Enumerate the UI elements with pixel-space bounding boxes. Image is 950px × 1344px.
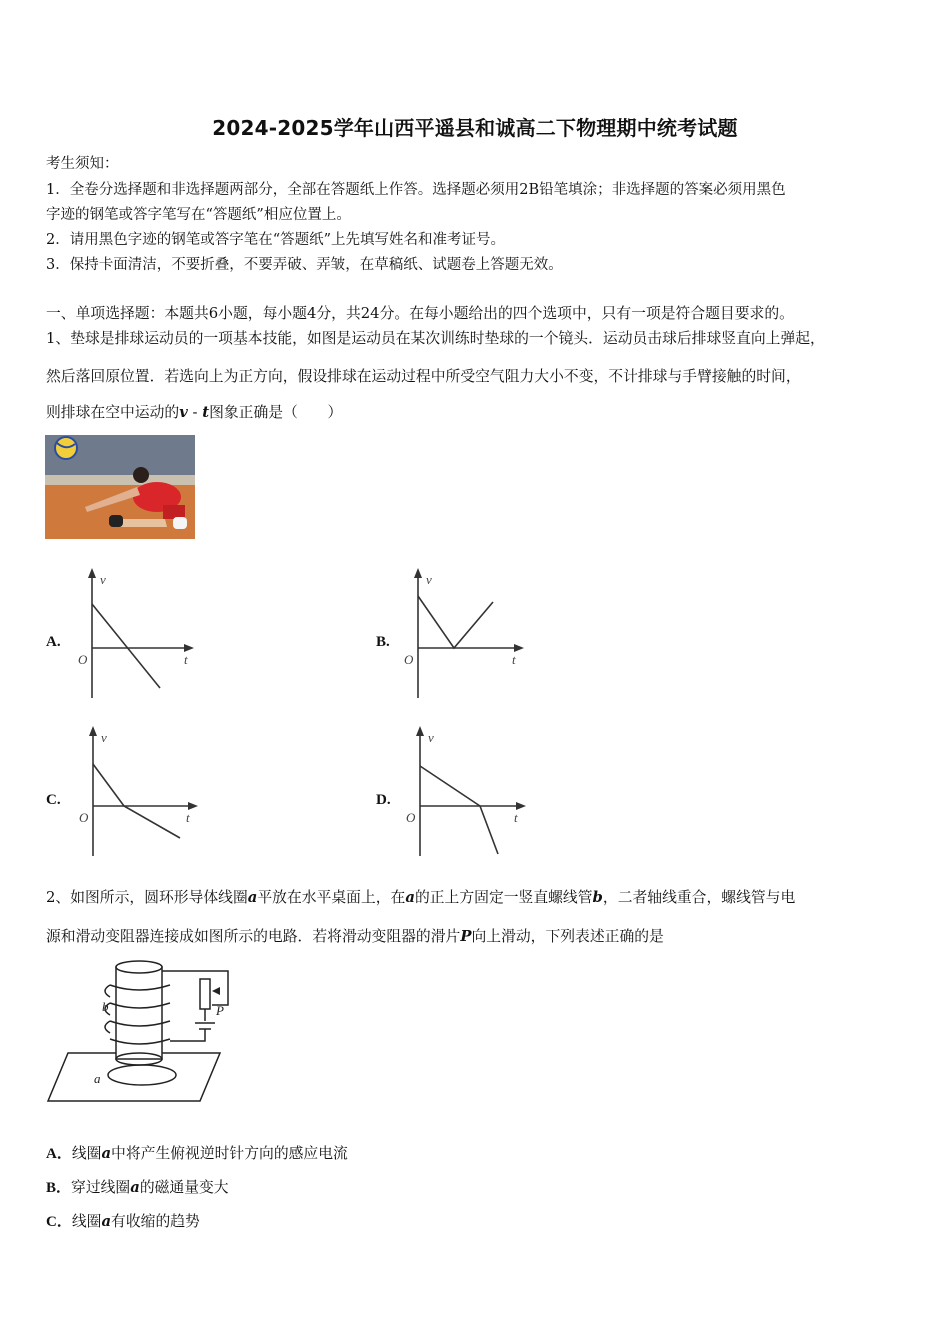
option-d-label[interactable]: D. — [376, 792, 391, 808]
player-shorts — [163, 505, 185, 519]
option-b-v-arrow — [414, 568, 422, 578]
wall-strip — [45, 475, 195, 485]
option-text: 线圈 — [71, 1213, 102, 1230]
option-a-t-arrow — [184, 644, 194, 652]
option-text: 有收缩的趋势 — [111, 1213, 200, 1230]
q2-option-c[interactable] — [46, 1210, 200, 1231]
notice-item: 3．保持卡面清洁，不要折叠，不要弄破、弄皱，在草稿纸、试题卷上答题无效。 — [46, 257, 563, 273]
label-b: b — [102, 999, 109, 1014]
volleyball-photo-illustration — [45, 435, 195, 539]
option-c-graph-line — [93, 764, 180, 838]
solenoid-circuit-figure — [40, 955, 240, 1110]
shoe — [173, 517, 187, 529]
option-d-v-arrow — [416, 726, 424, 736]
option-label: A． — [46, 1146, 72, 1162]
slider-arrow — [212, 987, 220, 995]
var-p: P — [460, 928, 472, 945]
tabletop — [48, 1053, 220, 1101]
label-p: P — [216, 1003, 224, 1018]
option-d-v-label: v — [428, 730, 434, 745]
option-text: 线圈 — [71, 1145, 102, 1162]
option-c-t-label: t — [186, 810, 190, 825]
option-text: 穿过线圈 — [71, 1179, 131, 1196]
q2-seg: 向上滑动，下列表述正确的是 — [471, 928, 664, 945]
var-a: a — [101, 1145, 112, 1162]
dash: - — [187, 404, 203, 421]
var-b: b — [592, 889, 603, 906]
var-t: t — [202, 404, 210, 421]
option-b-origin-label: O — [404, 652, 414, 667]
option-c-v-arrow — [89, 726, 97, 736]
q1-text-line3 — [46, 401, 342, 422]
option-b-graph-line — [418, 596, 493, 648]
notice-item: 字迹的钢笔或答字笔写在“答题纸”相应位置上。 — [46, 207, 351, 223]
var-v: v — [179, 404, 188, 421]
option-a-v-arrow — [88, 568, 96, 578]
ring-coil-a — [108, 1065, 176, 1085]
option-a-t-label: t — [184, 652, 188, 667]
volleyball-photo — [45, 435, 195, 539]
q2-seg: 2、如图所示，圆环形导体线圈 — [46, 889, 248, 906]
option-d-t-arrow — [516, 802, 526, 810]
section-heading: 一、单项选择题：本题共6小题，每小题4分，共24分。在每小题给出的四个选项中，只有一项是符合题目要求的。 — [46, 305, 794, 322]
q1-options-graphs — [0, 560, 950, 870]
notice-item: 1．全卷分选择题和非选择题两部分，全部在答题纸上作答。选择题必须用2B铅笔填涂；非选择题的答案必须用黑色 — [46, 182, 786, 198]
q2-seg: 平放在水平桌面上，在 — [257, 889, 406, 906]
rheostat — [200, 979, 210, 1009]
option-d-graph-line — [420, 766, 498, 854]
option-text: 中将产生俯视逆时针方向的感应电流 — [111, 1145, 348, 1162]
player-head — [133, 467, 149, 483]
q1-text-post: 图象正确是（ ） — [209, 404, 343, 421]
q2-text-line1 — [46, 886, 795, 907]
option-c-origin-label: O — [79, 810, 89, 825]
option-label: C． — [46, 1214, 72, 1230]
option-c-label[interactable]: C. — [46, 792, 61, 808]
q2-seg: 的正上方固定一竖直螺线管 — [414, 889, 593, 906]
q2-seg: ，二者轴线重合，螺线管与电 — [602, 889, 796, 906]
option-b-v-label: v — [426, 572, 432, 587]
solenoid-core — [116, 967, 162, 1059]
notice-heading: 考生须知： — [46, 156, 119, 172]
q2-text-line2 — [46, 925, 664, 946]
q1-text-pre: 则排球在空中运动的 — [46, 404, 180, 421]
var-a: a — [130, 1179, 140, 1196]
option-a-graph-line — [92, 604, 160, 688]
option-d-origin-label: O — [406, 810, 416, 825]
q2-option-a[interactable] — [46, 1142, 348, 1163]
option-b-label[interactable]: B. — [376, 634, 390, 650]
option-b-t-arrow — [514, 644, 524, 652]
wire-bottom — [170, 1029, 205, 1041]
q1-text-line1: 1、垫球是排球运动员的一项基本技能，如图是运动员在某次训练时垫球的一个镜头．运动员击球后排球竖直向上弹起， — [46, 330, 825, 347]
q2-option-b[interactable] — [46, 1176, 229, 1197]
option-label: B． — [46, 1180, 72, 1196]
var-a: a — [101, 1213, 112, 1230]
option-b-t-label: t — [512, 652, 516, 667]
q2-seg: 源和滑动变阻器连接成如图所示的电路．若将滑动变阻器的滑片 — [46, 928, 461, 945]
solenoid-top — [116, 961, 162, 973]
option-text: 的磁通量变大 — [139, 1179, 229, 1196]
option-c-v-label: v — [101, 730, 107, 745]
option-d-t-label: t — [514, 810, 518, 825]
option-a-v-label: v — [100, 572, 106, 587]
label-a: a — [94, 1071, 101, 1086]
q1-text-line2: 然后落回原位置．若选向上为正方向，假设排球在运动过程中所受空气阻力大小不变，不计排球与手臂接触的时间， — [46, 368, 801, 385]
option-a-label[interactable]: A. — [46, 634, 61, 650]
option-c-t-arrow — [188, 802, 198, 810]
notice-item: 2．请用黑色字迹的钢笔或答字笔在“答题纸”上先填写姓名和准考证号。 — [46, 232, 506, 248]
var-a: a — [247, 889, 258, 906]
page-title: 2024-2025学年山西平遥县和诚高二下物理期中统考试题 — [212, 116, 738, 140]
option-a-origin-label: O — [78, 652, 88, 667]
var-a: a — [405, 889, 415, 906]
knee-pad — [109, 515, 123, 527]
